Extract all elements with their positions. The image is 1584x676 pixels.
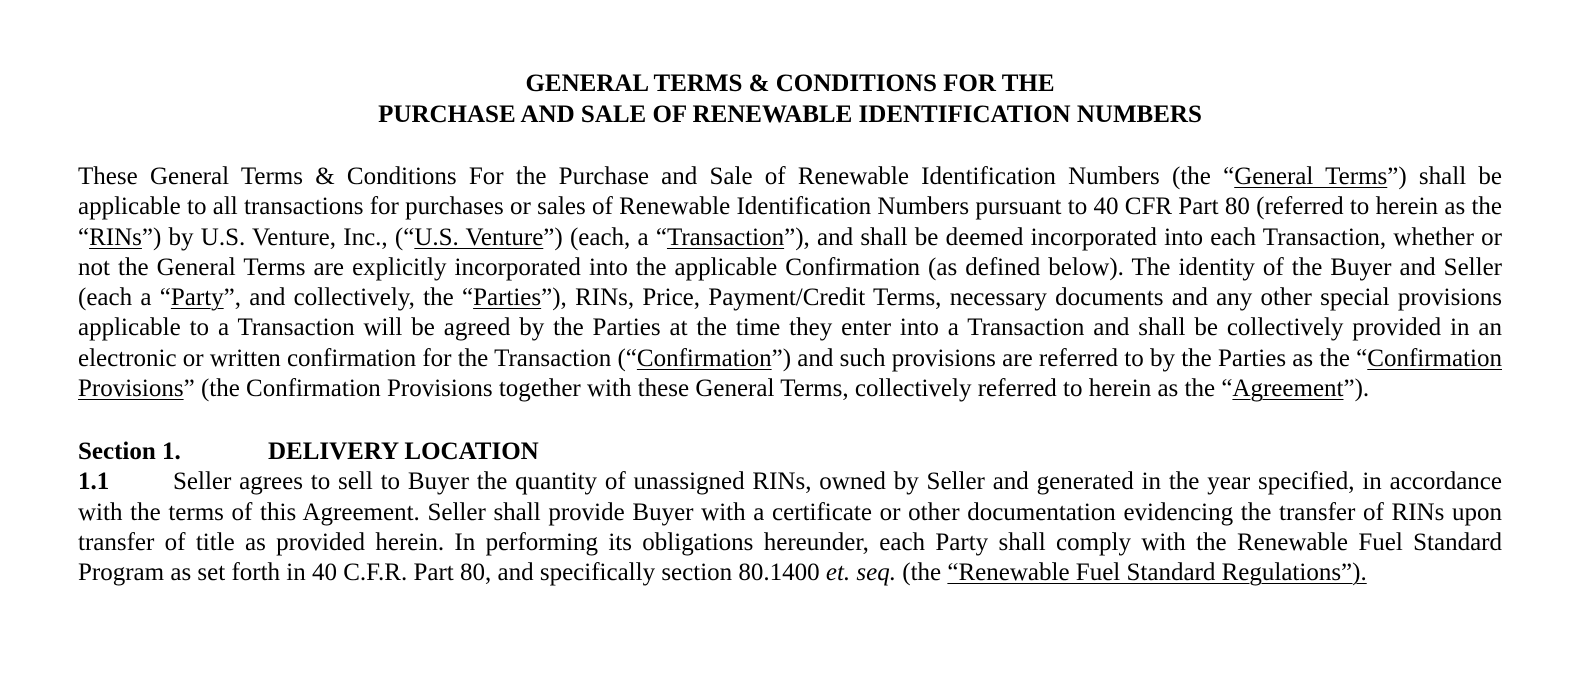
intro-text: ”) by U.S. Venture, Inc., (“ [141,223,415,251]
document-page [78,68,1502,589]
defined-term-renewable-fuel-standard-regulations: “Renewable Fuel Standard Regulations”). [947,559,1367,587]
italic-et-seq: et. seq. [825,559,897,587]
defined-term-general-terms: General Terms [1234,163,1388,190]
subsection-number: 1.1 [78,468,110,496]
defined-term-parties: Parties [473,284,542,312]
intro-text: These General Terms & Conditions For the Purchase and Sale of Renewable Identification Numbers (the “ [78,163,1235,190]
document-title [78,68,1502,130]
intro-text: ”), RINs, Price, Payment/Credit Terms, necessary documents and any other special provisions applicable to a Transaction will be agreed by the Parties at the time they enter into a Transaction and shall be collectively provided in an electronic or written confirmation for the Transaction (“ [78,284,1502,372]
defined-term-confirmation: Confirmation [636,344,772,372]
section-1-title: DELIVERY LOCATION [268,438,539,466]
intro-text: ”) and such provisions are referred to by the Parties as the “ [771,344,1368,372]
section-1-1-paragraph [78,467,1502,588]
defined-term-party: Party [170,284,224,312]
section-1-1-text: Seller agrees to sell to Buyer the quantity of unassigned RINs, owned by Seller and generated in the year specified, in accordance with the terms of this Agreement. Seller shall provide Buyer with a certificate or other documentation evidencing the transfer of RINs upon transfer of title as provided herein. In performing its obligations hereunder, each Party shall comply with the Renewable Fuel Standard Program as set forth in 40 C.F.R. Part 80, and specifically section 80.1400 [78,468,1502,587]
intro-text: ”). [1343,375,1370,403]
title-line-2: PURCHASE AND SALE OF RENEWABLE IDENTIFICATION NUMBERS [378,101,1202,128]
defined-term-transaction: Transaction [666,223,785,251]
section-1-number: Section 1. [78,438,181,466]
defined-term-us-venture: U.S. Venture [414,223,544,251]
title-line-1: GENERAL TERMS & CONDITIONS FOR THE [525,70,1055,97]
defined-term-rins: RINs [89,223,142,251]
defined-term-agreement: Agreement [1232,375,1344,403]
intro-text: ”, and collectively, the “ [223,284,474,312]
intro-paragraph [78,162,1502,404]
section-1-heading [78,437,1502,467]
intro-text: ”), and shall be deemed incorporated into each Transaction, whether or not the General Terms are explicitly incorporated into the applicable Confirmation (as defined below). The identity of the Buyer and Seller (each a “ [78,223,1502,312]
intro-text: ” (the Confirmation Provisions together with these General Terms, collectively referred to herein as the “ [183,375,1233,403]
intro-text: ”) (each, a “ [543,223,667,251]
defined-term-confirmation-provisions: Confirmation Provisions [78,344,1502,403]
section-1-1-text: (the [896,559,948,587]
intro-text: ”) shall be applicable to all transactions for purchases or sales of Renewable Identification Numbers pursuant to 40 CFR Part 80 (referred to herein as the “ [78,163,1502,251]
